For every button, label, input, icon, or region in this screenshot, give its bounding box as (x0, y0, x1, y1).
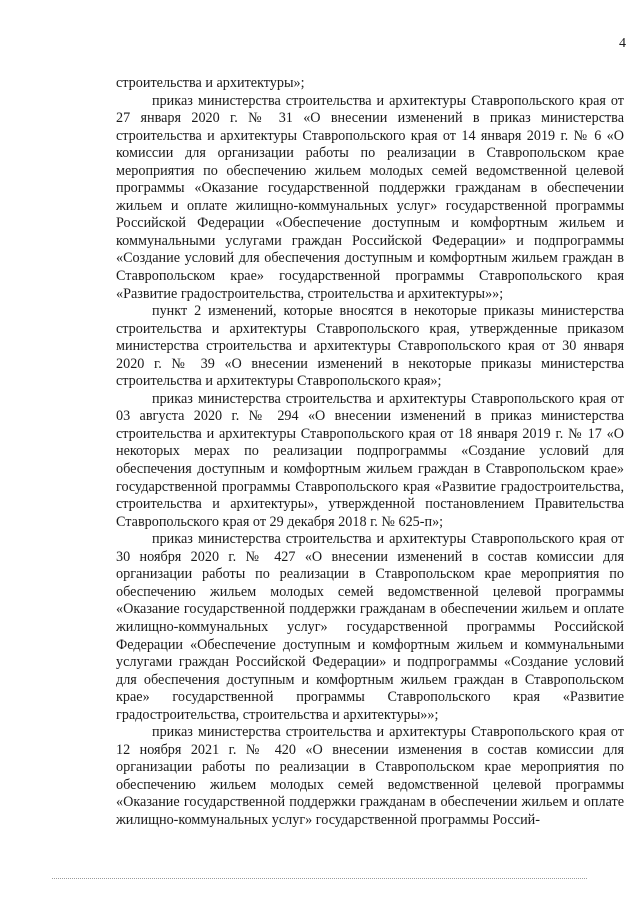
paragraph-order-39-point-2: пункт 2 изменений, которые вносятся в некоторые приказы министерства строительства и архитектуры Ставропольского края, утвержденные приказом министерства строительства и архитектуры Ставропольского края от 30 января 2020 г. № 39 «О внесении изменений в некоторые приказы министерства строительства и архитектуры Ставропольского края»; (116, 303, 624, 390)
paragraph-order-294: приказ министерства строительства и архитектуры Ставропольского края от 03 августа 2020 г. № 294 «О внесении изменений в приказ министерства строительства и архитектуры Ставропольского края от 18 января 2019 г. № 17 «О некоторых мерах по реализации подпрограммы «Создание условий для обеспечения доступным и комфортным жильем граждан в Ставропольском крае» государственной программы Ставропольского края «Развитие градостроительства, строительства и архитектуры», утвержденной постановлением Правительства Ставропольского края от 29 декабря 2018 г. № 625-п»; (116, 390, 624, 530)
footer-divider (52, 878, 587, 879)
page-number: 4 (619, 36, 626, 51)
paragraph-continuation: строительства и архитектуры»; (116, 75, 305, 91)
paragraph-order-31: приказ министерства строительства и архитектуры Ставропольского края от 27 января 2020 г. № 31 «О внесении изменений в приказ министерства строительства и архитектуры Ставропольского края от 14 января 2019 г. № 6 «О комиссии для организации работы по реализации в Ставропольском крае мероприятия по обеспечению жильем молодых семей ведомственной целевой программы «Оказание государственной поддержки гражданам в обеспечении жильем и оплате жилищно-коммунальных услуг» государственной программы Российской Федерации «Обеспечение доступным и комфортным жильем и коммунальными услугами граждан Российской Федерации» и подпрограммы «Создание условий для обеспечения доступным и комфортным жильем граждан в Ставропольском крае» государственной программы Ставропольского края «Развитие градостроительства, строительства и архитектуры»»; (116, 92, 624, 302)
document-body (116, 75, 624, 830)
paragraph-order-420: приказ министерства строительства и архитектуры Ставропольского края от 12 ноября 2021 г. № 420 «О внесении изменения в состав комиссии для организации работы по реализации в Ставропольском крае мероприятия по обеспечению жильем молодых семей ведомственной целевой программы «Оказание государственной поддержки гражданам в обеспечении жильем и оплате жилищно-коммунальных услуг» государственной программы Россий- (116, 724, 624, 828)
paragraph-order-427: приказ министерства строительства и архитектуры Ставропольского края от 30 ноября 2020 г. № 427 «О внесении изменений в состав комиссии для организации работы по реализации в Ставропольском крае мероприятия по обеспечению жильем молодых семей ведомственной целевой программы «Оказание государственной поддержки гражданам в обеспечении жильем и оплате жилищно-коммунальных услуг» государственной программы Российской Федерации «Обеспечение доступным и комфортным жильем и коммунальными услугами граждан Российской Федерации» и подпрограммы «Создание условий для обеспечения доступным и комфортным жильем граждан в Ставропольском крае» государственной программы Ставропольского края «Развитие градостроительства, строительства и архитектуры»»; (116, 531, 624, 723)
